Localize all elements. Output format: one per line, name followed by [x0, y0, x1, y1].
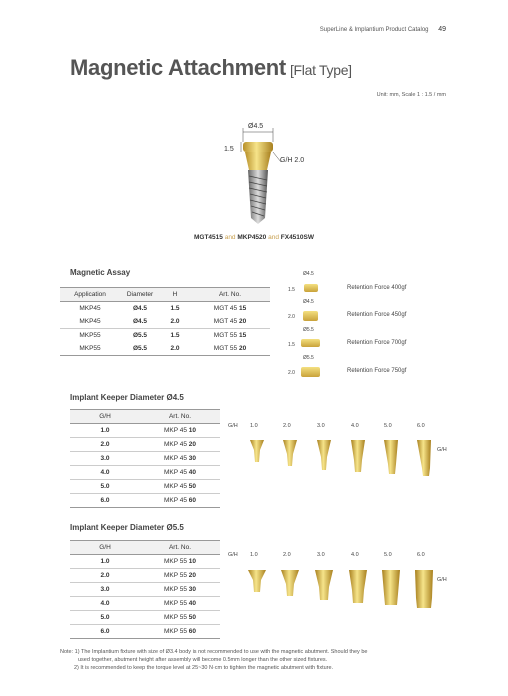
cell-h: 1.5 — [160, 329, 190, 343]
art-prefix: MKP 45 — [163, 469, 189, 476]
keeper-icon-2 — [281, 570, 299, 596]
force-dia-4: Ø5.5 — [303, 355, 314, 361]
art-prefix: MGT 55 — [213, 332, 239, 339]
force-h-3: 1.5 — [288, 342, 295, 348]
keeper55-side-label: G/H — [437, 577, 447, 583]
cell-gh: 3.0 — [70, 583, 140, 597]
caption-item-1: MGT4515 — [193, 234, 223, 241]
caption-and-1: and — [224, 234, 236, 241]
note-line-1: Note: 1) The Implantium fixture with size of Ø3.4 body is not recommended to use with the magnetic abutment. Should they be — [60, 649, 368, 655]
keeper45-scale-3: 3.0 — [317, 423, 325, 429]
cell-art — [190, 315, 270, 329]
art-prefix: MKP 45 — [163, 497, 189, 504]
keeper55-scale-5: 5.0 — [384, 552, 392, 558]
cell-art — [140, 625, 220, 639]
keeper-icon-5 — [382, 570, 400, 605]
retention-force-3: Retention Force 700gf — [347, 340, 407, 346]
magnet-cap-icon — [304, 284, 318, 292]
keeper45-scale-6: 6.0 — [417, 423, 425, 429]
cell-gh: 6.0 — [70, 494, 140, 508]
keeper45-title: Implant Keeper Diameter Ø4.5 — [70, 393, 184, 402]
cell-gh: 4.0 — [70, 597, 140, 611]
art-suffix: 20 — [188, 572, 197, 579]
cell-gh: 1.0 — [100, 558, 110, 565]
cell-art — [140, 466, 220, 480]
keeper55-gh-label: G/H — [228, 552, 238, 558]
table-row — [70, 555, 220, 569]
art-suffix: 60 — [188, 497, 197, 504]
h-label: 1.5 — [224, 146, 234, 153]
col-gh: G/H — [70, 410, 140, 424]
keeper-icon-4 — [349, 570, 367, 603]
cell-art — [140, 611, 220, 625]
cell-art — [140, 424, 220, 438]
product-caption — [0, 234, 508, 241]
cell-gh: 4.0 — [70, 466, 140, 480]
assay-table — [60, 287, 270, 356]
table-row — [70, 438, 220, 452]
keeper-icons — [250, 440, 431, 476]
cell-gh: 1.0 — [100, 427, 110, 434]
keeper-icon-6 — [417, 440, 431, 476]
art-prefix: MKP 45 — [163, 483, 189, 490]
catalog-name: SuperLine & Implantium Product Catalog — [319, 27, 429, 33]
force-dia-3: Ø5.5 — [303, 327, 314, 333]
cell-gh: 2.0 — [70, 438, 140, 452]
art-prefix: MKP 55 — [163, 628, 189, 635]
cell-dia: Ø5.5 — [120, 329, 160, 343]
cell-gh: 3.0 — [70, 452, 140, 466]
art-prefix: MKP 45 — [163, 427, 189, 434]
keeper45-illustrations — [240, 432, 440, 477]
cell-art — [140, 438, 220, 452]
table-row — [70, 424, 220, 438]
table-row — [60, 342, 270, 356]
keeper45-scale-2: 2.0 — [283, 423, 291, 429]
art-prefix: MGT 55 — [213, 345, 239, 352]
keeper55-header-row — [70, 541, 220, 555]
note-line-3: 2) It is recommended to keep the torque level at 25~30 N·cm to tighten the magnetic abutment with fixture. — [74, 665, 334, 671]
keeper55-scale-3: 3.0 — [317, 552, 325, 558]
force-h-4: 2.0 — [288, 370, 295, 376]
force-h-1: 1.5 — [288, 287, 295, 293]
magnet-cap — [243, 142, 273, 152]
keeper-icon-1 — [250, 440, 264, 462]
keeper-icon-1 — [248, 570, 266, 592]
table-row — [70, 494, 220, 508]
keeper-body — [245, 152, 271, 170]
cell-h: 2.0 — [170, 318, 180, 325]
retention-force-2: Retention Force 450gf — [347, 312, 407, 318]
magnet-cap-icon — [303, 311, 318, 321]
keeper55-scale-1: 1.0 — [250, 552, 258, 558]
cell-gh: 5.0 — [70, 480, 140, 494]
cell-gh: 2.0 — [70, 569, 140, 583]
art-suffix: 20 — [238, 318, 247, 325]
keeper55-scale-6: 6.0 — [417, 552, 425, 558]
keeper-icon-5 — [384, 440, 398, 474]
retention-force-4: Retention Force 750gf — [347, 368, 407, 374]
art-prefix: MKP 45 — [163, 441, 189, 448]
table-row — [70, 583, 220, 597]
keeper45-scale-4: 4.0 — [351, 423, 359, 429]
cell-art — [140, 569, 220, 583]
art-prefix: MGT 45 — [213, 305, 239, 312]
art-suffix: 50 — [188, 483, 197, 490]
page-header — [320, 26, 446, 33]
keeper55-title: Implant Keeper Diameter Ø5.5 — [70, 523, 184, 532]
product-illustration — [215, 118, 305, 228]
magnet-cap-icon — [301, 339, 320, 347]
cell-gh: 5.0 — [70, 611, 140, 625]
caption-item-3: FX4510SW — [280, 234, 315, 241]
art-suffix: 30 — [188, 586, 197, 593]
art-suffix: 40 — [188, 600, 197, 607]
col-diameter: Diameter — [120, 288, 160, 302]
keeper55-illustrations — [240, 562, 440, 610]
art-suffix: 40 — [188, 469, 197, 476]
title-main: Magnetic Attachment — [70, 55, 286, 80]
cell-art — [140, 555, 220, 569]
table-row — [60, 329, 270, 343]
page-title — [70, 55, 352, 81]
caption-item-2: MKP4520 — [237, 234, 267, 241]
cell-art — [140, 583, 220, 597]
art-prefix: MGT 45 — [213, 318, 239, 325]
cell-app: MKP45 — [79, 305, 101, 312]
title-sub: [Flat Type] — [289, 62, 352, 78]
cell-art — [190, 342, 270, 356]
cell-app: MKP55 — [60, 342, 120, 356]
cell-app: MKP45 — [79, 318, 101, 325]
magnet-cap-icon — [301, 367, 320, 377]
force-dia-2: Ø4.5 — [303, 299, 314, 305]
keeper-icon-3 — [317, 440, 331, 470]
keeper45-scale-1: 1.0 — [250, 423, 258, 429]
keeper55-table — [70, 540, 220, 639]
art-prefix: MKP 55 — [163, 600, 189, 607]
footnote — [60, 648, 455, 672]
art-suffix: 50 — [188, 614, 197, 621]
keeper-icon-4 — [351, 440, 365, 472]
art-prefix: MKP 55 — [163, 614, 189, 621]
art-suffix: 15 — [238, 305, 247, 312]
keeper-icons — [248, 570, 433, 608]
art-suffix: 15 — [238, 332, 247, 339]
col-h: H — [160, 288, 190, 302]
keeper45-side-label: G/H — [437, 447, 447, 453]
table-row — [60, 302, 270, 316]
art-suffix: 10 — [188, 558, 197, 565]
col-art-no: Art. No. — [140, 410, 220, 424]
cell-h: 2.0 — [160, 342, 190, 356]
col-application: Application — [60, 288, 120, 302]
keeper45-gh-label: G/H — [228, 423, 238, 429]
keeper-icon-3 — [315, 570, 333, 600]
cell-gh: 6.0 — [70, 625, 140, 639]
table-row — [70, 452, 220, 466]
keeper55-scale-4: 4.0 — [351, 552, 359, 558]
note-line-2: used together, abutment height after assembly will become 0.5mm longer than the other sized fixtures. — [78, 657, 328, 663]
cell-art — [140, 494, 220, 508]
cell-dia: Ø4.5 — [132, 305, 148, 312]
table-row — [70, 597, 220, 611]
assay-header-row — [60, 288, 270, 302]
dia-label: Ø4.5 — [248, 123, 264, 130]
col-art-no: Art. No. — [190, 288, 270, 302]
col-gh: G/H — [70, 541, 140, 555]
force-h-2: 2.0 — [288, 314, 295, 320]
unit-note: Unit: mm, Scale 1 : 1.5 / mm — [376, 92, 446, 98]
table-row — [70, 569, 220, 583]
cell-app: MKP55 — [60, 329, 120, 343]
table-row — [70, 611, 220, 625]
art-suffix: 20 — [188, 441, 197, 448]
keeper45-table — [70, 409, 220, 508]
page-number: 49 — [438, 26, 446, 33]
table-row — [70, 466, 220, 480]
cell-art — [140, 597, 220, 611]
art-prefix: MKP 55 — [163, 558, 189, 565]
table-row — [60, 315, 270, 329]
cell-art — [140, 452, 220, 466]
keeper45-scale-5: 5.0 — [384, 423, 392, 429]
cell-art — [190, 329, 270, 343]
cell-dia: Ø5.5 — [120, 342, 160, 356]
retention-force-1: Retention Force 400gf — [347, 285, 407, 291]
caption-and-2: and — [268, 234, 279, 241]
art-suffix: 20 — [238, 345, 247, 352]
table-row — [70, 625, 220, 639]
cell-dia: Ø4.5 — [132, 318, 148, 325]
art-suffix: 60 — [188, 628, 197, 635]
gh-label: G/H 2.0 — [280, 157, 305, 164]
cell-art — [140, 480, 220, 494]
art-suffix: 10 — [188, 427, 197, 434]
cell-art — [190, 302, 270, 316]
keeper-icon-6 — [415, 570, 433, 608]
col-art-no: Art. No. — [140, 541, 220, 555]
cell-h: 1.5 — [170, 305, 180, 312]
keeper55-scale-2: 2.0 — [283, 552, 291, 558]
art-suffix: 30 — [188, 455, 197, 462]
table-row — [70, 480, 220, 494]
keeper-icon-2 — [283, 440, 297, 466]
keeper45-header-row — [70, 410, 220, 424]
assay-title: Magnetic Assay — [70, 268, 131, 277]
art-prefix: MKP 45 — [163, 455, 189, 462]
art-prefix: MKP 55 — [163, 572, 189, 579]
force-dia-1: Ø4.5 — [303, 271, 314, 277]
art-prefix: MKP 55 — [163, 586, 189, 593]
